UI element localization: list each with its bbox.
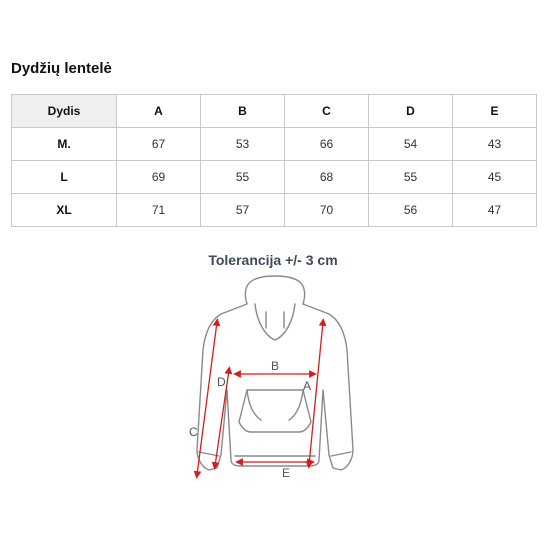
label-d: D — [217, 375, 226, 389]
table-row — [12, 194, 537, 227]
measurement-lines — [197, 322, 323, 475]
table-cell: 70 — [285, 194, 369, 227]
table-row — [12, 128, 537, 161]
size-label: M. — [12, 128, 117, 161]
table-cell: 68 — [285, 161, 369, 194]
table-cell: 66 — [285, 128, 369, 161]
tolerance-note: Tolerancija +/- 3 cm — [208, 252, 338, 268]
right-cuff — [331, 452, 351, 456]
header-cell-c: C — [285, 95, 369, 128]
label-c: C — [189, 425, 198, 439]
size-label: L — [12, 161, 117, 194]
hoodie-outline-icon — [175, 270, 375, 485]
pocket-opening — [247, 390, 303, 420]
table-cell: 43 — [453, 128, 537, 161]
table-cell: 47 — [453, 194, 537, 227]
page-title: Dydžių lentelė — [11, 60, 112, 77]
table-cell: 55 — [201, 161, 285, 194]
hood-opening — [255, 304, 295, 340]
hoodie-shape — [197, 276, 353, 470]
table-cell: 57 — [201, 194, 285, 227]
header-cell-b: B — [201, 95, 285, 128]
table-cell: 55 — [369, 161, 453, 194]
table-cell: 71 — [117, 194, 201, 227]
label-e: E — [282, 466, 291, 480]
table-cell: 45 — [453, 161, 537, 194]
kangaroo-pocket — [239, 390, 311, 432]
table-row — [12, 161, 537, 194]
header-cell-e: E — [453, 95, 537, 128]
size-table — [11, 94, 537, 227]
table-cell: 67 — [117, 128, 201, 161]
table-cell: 69 — [117, 161, 201, 194]
table-cell: 53 — [201, 128, 285, 161]
table-cell: 56 — [369, 194, 453, 227]
header-cell-size: Dydis — [12, 95, 117, 128]
body-outline-left — [197, 304, 312, 470]
table-cell: 54 — [369, 128, 453, 161]
header-cell-d: D — [369, 95, 453, 128]
table-header-row — [12, 95, 537, 128]
size-label: XL — [12, 194, 117, 227]
hoodie-diagram — [175, 270, 375, 485]
hood-outline — [245, 276, 304, 304]
label-b: B — [271, 359, 280, 373]
header-cell-a: A — [117, 95, 201, 128]
hood-seam — [266, 312, 284, 328]
measure-a-line — [309, 322, 323, 465]
label-a: A — [303, 379, 312, 393]
